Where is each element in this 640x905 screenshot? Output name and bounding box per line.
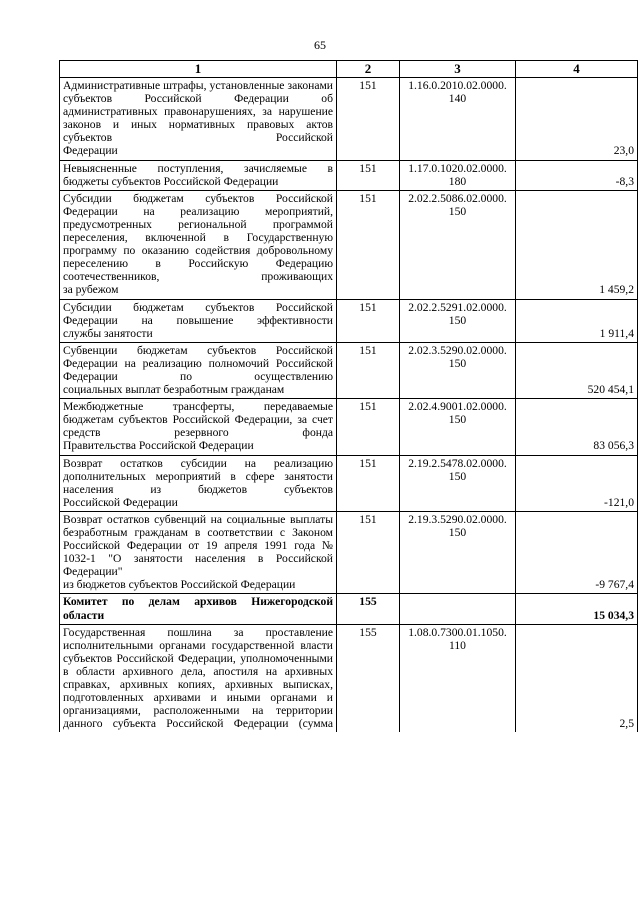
description-line: апостиля на архивных справках, архивных <box>63 664 333 692</box>
description-line: Субвенции бюджетам субъектов Российской <box>63 343 333 357</box>
description-line: Административные штрафы, установленные <box>63 79 285 92</box>
table-row <box>60 399 638 455</box>
row-classification-code <box>400 78 516 161</box>
table-row <box>60 342 638 398</box>
description-line: административных правонарушениях, за <box>63 105 273 119</box>
row-admin-code: 151 <box>337 399 400 455</box>
table-row <box>60 190 638 299</box>
row-classification-code <box>400 511 516 594</box>
description-line: законами субъектов Российской Федерации об <box>63 79 334 106</box>
table-header-row <box>60 61 638 78</box>
description-line: исполнительными органами государственной <box>63 638 295 652</box>
row-classification-code <box>400 342 516 398</box>
description-line: Возврат остатков субвенций на социальные <box>63 512 286 526</box>
column-header-3: 3 <box>400 61 516 78</box>
code-line: 1.17.0.1020.02.0000. <box>408 161 507 175</box>
description-line: Невыясненные поступления, зачисляемые в <box>63 161 333 175</box>
description-line: Субсидии бюджетам субъектов Российской <box>63 300 333 314</box>
code-line: 2.02.3.5290.02.0000. <box>408 343 507 357</box>
row-amount: 1 911,4 <box>516 299 638 342</box>
column-header-4: 4 <box>516 61 638 78</box>
description-line: уполномоченными в области архивного дела, <box>63 651 333 678</box>
row-classification-code <box>400 399 516 455</box>
row-amount: 15 034,3 <box>516 594 638 624</box>
description-line: власти субъектов Российской Федерации, <box>63 638 333 665</box>
page-number: 65 <box>314 38 326 52</box>
table-row <box>60 511 638 594</box>
code-line: 110 <box>449 638 466 652</box>
row-amount: 83 056,3 <box>516 399 638 455</box>
row-classification-code <box>400 160 516 190</box>
description-line: правовых актов субъектов Российской <box>63 118 334 145</box>
row-description <box>60 160 337 190</box>
description-line: архивами и иными органами и организациями, <box>63 691 333 718</box>
code-line: 2.19.3.5290.02.0000. <box>408 512 507 526</box>
code-line: 150 <box>448 526 467 539</box>
description-last-line: службы занятости <box>63 326 153 340</box>
description-line: выплаты безработным гражданам в <box>63 512 333 539</box>
table-row <box>60 624 638 732</box>
code-line: 150 <box>448 413 467 427</box>
code-line: 150 <box>448 469 467 483</box>
column-header-1: 1 <box>60 61 337 78</box>
description-line: копиях, архивных выписках, подготовленных <box>63 678 333 705</box>
description-line: добровольному переселению в Российскую <box>63 244 333 271</box>
row-classification-code <box>400 594 516 624</box>
description-line: за счет средств резервного фонда <box>63 413 333 440</box>
row-description <box>60 399 337 455</box>
description-line: Федерации от 19 апреля 1991 года № 1032-1 "О <box>63 539 333 566</box>
code-line: 1.16.0.2010.02.0000. <box>408 79 507 92</box>
description-last-line: из бюджетов субъектов Российской Федерации <box>63 578 296 592</box>
description-last-line: Федерации <box>63 144 118 158</box>
description-line: дополнительных мероприятий в сфере <box>63 469 275 483</box>
code-line: 2.02.2.5291.02.0000. <box>408 300 507 314</box>
description-line: Федерации на повышение эффективности <box>63 313 333 327</box>
row-admin-code: 151 <box>337 455 400 511</box>
row-description <box>60 190 337 299</box>
description-line: переселения, включенной в Государственную <box>63 231 333 245</box>
description-last-line: Правительства Российской Федерации <box>63 439 254 453</box>
table-row <box>60 78 638 161</box>
code-line: 2.02.4.9001.02.0000. <box>408 400 507 414</box>
row-admin-code: 151 <box>337 190 400 299</box>
row-description <box>60 455 337 511</box>
description-line: занятости населения из бюджетов субъектов <box>63 469 333 496</box>
code-line: 150 <box>448 313 467 327</box>
description-last-line: бюджеты субъектов Российской Федерации <box>63 174 279 188</box>
description-last-line: социальных выплат безработным гражданам <box>63 383 285 397</box>
row-description <box>60 299 337 342</box>
code-line: 1.08.0.7300.01.1050. <box>408 625 507 639</box>
description-line: Федерации на реализацию полномочий <box>63 356 270 370</box>
description-line: Возврат остатков субсидии на реализацию <box>63 456 333 470</box>
row-admin-code: 155 <box>337 594 400 624</box>
row-admin-code: 151 <box>337 78 400 161</box>
row-amount: 23,0 <box>516 78 638 161</box>
table-row <box>60 299 638 342</box>
description-line: Федерации на реализацию мероприятий, <box>63 204 333 218</box>
description-line: Комитет по делам архивов Нижегородской <box>63 595 333 609</box>
row-classification-code <box>400 190 516 299</box>
row-admin-code: 151 <box>337 299 400 342</box>
description-line: Межбюджетные трансферты, передаваемые <box>63 400 333 414</box>
description-line: бюджетам субъектов Российской Федерации, <box>63 413 293 427</box>
description-line: соответствии с Законом Российской <box>63 526 333 553</box>
row-description <box>60 624 337 732</box>
description-line: субъекта Российской Федерации (сумма <box>112 717 333 731</box>
description-line: предусмотренных региональной программой <box>63 217 333 231</box>
description-line: Субсидии бюджетам субъектов Российской <box>63 191 333 205</box>
row-classification-code <box>400 455 516 511</box>
row-admin-code: 151 <box>337 160 400 190</box>
table-row <box>60 455 638 511</box>
row-admin-code: 151 <box>337 511 400 594</box>
row-amount: -8,3 <box>516 160 638 190</box>
table-row <box>60 160 638 190</box>
description-line: занятости населения в Российской Федерации" <box>63 552 333 579</box>
budget-table <box>59 60 638 732</box>
row-amount: 1 459,2 <box>516 190 638 299</box>
description-line: нарушение законов и иных нормативных <box>63 105 333 132</box>
row-classification-code <box>400 299 516 342</box>
code-line: 150 <box>448 356 467 370</box>
table-row <box>60 594 638 624</box>
row-description <box>60 342 337 398</box>
row-amount: -121,0 <box>516 455 638 511</box>
row-description <box>60 511 337 594</box>
code-line: 2.19.2.5478.02.0000. <box>408 456 507 470</box>
code-line: 180 <box>448 174 467 188</box>
row-classification-code <box>400 624 516 732</box>
description-line: Государственная пошлина за проставление <box>63 625 333 639</box>
description-line: расположенными на территории данного <box>63 704 333 731</box>
description-last-line: области <box>63 608 105 622</box>
row-description <box>60 594 337 624</box>
code-line: 150 <box>448 204 467 218</box>
row-amount: 2,5 <box>516 624 638 732</box>
row-description <box>60 78 337 161</box>
code-line: 2.02.2.5086.02.0000. <box>408 191 507 205</box>
description-line: Российской Федерации по осуществлению <box>63 356 334 383</box>
description-last-line: Российской Федерации <box>63 495 178 509</box>
column-header-2: 2 <box>337 61 400 78</box>
row-admin-code: 155 <box>337 624 400 732</box>
description-line: Федерацию соотечественников, проживающих <box>63 257 333 284</box>
row-admin-code: 151 <box>337 342 400 398</box>
row-amount: -9 767,4 <box>516 511 638 594</box>
code-line: 140 <box>448 92 467 106</box>
row-amount: 520 454,1 <box>516 342 638 398</box>
description-last-line: за рубежом <box>63 283 119 297</box>
description-line: программу по оказанию содействия <box>63 244 251 258</box>
